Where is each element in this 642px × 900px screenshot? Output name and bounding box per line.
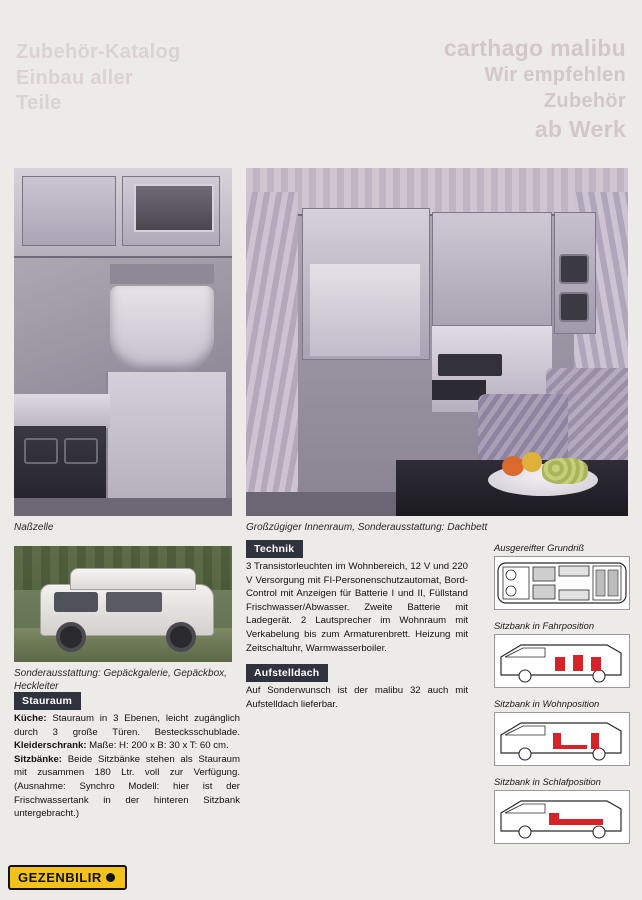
watermark-badge bbox=[8, 865, 127, 890]
stauraum-label-kleiderschrank: Kleiderschrank: bbox=[14, 740, 87, 752]
diagram-title-seat-drive: Sitzbank in Fahrposition bbox=[494, 620, 595, 631]
section-tag-technik: Technik bbox=[246, 540, 303, 558]
section-tag-stauraum: Stauraum bbox=[14, 692, 81, 710]
caption-washroom: Naßzelle bbox=[14, 522, 54, 533]
photo-exterior bbox=[14, 546, 232, 662]
watermark-dot-icon bbox=[106, 873, 115, 882]
diagram-title-seat-sleep: Sitzbank in Schlafposition bbox=[494, 776, 601, 787]
diagram-title-floorplan: Ausgereifter Grundriß bbox=[494, 542, 585, 553]
text-aufstelldach: Auf Sonderwunsch ist der malibu 32 auch mit Aufstelldach lieferbar. bbox=[246, 685, 468, 710]
diagram-floorplan bbox=[494, 556, 630, 610]
watermark-label: GEZENBILIR bbox=[18, 870, 102, 885]
stauraum-text-kueche: Stauraum in 3 Ebenen, leicht zugänglich durch 3 große Türen. Bestecksschublade. bbox=[14, 713, 240, 738]
diagram-seat-sleep bbox=[494, 790, 630, 844]
photo-interior bbox=[246, 168, 628, 516]
caption-interior: Großzügiger Innenraum, Sonderausstattung: Dachbett bbox=[246, 522, 488, 533]
caption-exterior: Sonderausstattung: Gepäckgalerie, Gepäckbox, Heckleiter bbox=[14, 668, 227, 692]
stauraum-text-kleiderschrank: Maße: H: 200 x B: 30 x T: 60 cm. bbox=[86, 740, 229, 752]
diagram-seat-drive bbox=[494, 634, 630, 688]
ghost-text-right: carthago malibu Wir empfehlen Zubehör ab Werk bbox=[443, 35, 626, 142]
text-stauraum bbox=[14, 712, 240, 821]
section-tag-aufstelldach: Aufstelldach bbox=[246, 664, 328, 682]
diagram-seat-living bbox=[494, 712, 630, 766]
stauraum-label-kueche: Küche: bbox=[14, 713, 47, 724]
stauraum-text-sitzbaenke: Beide Sitzbänke stehen als Stauraum mit zusammen 180 Ltr. voll zur Verfügung. (Ausnahme: Synchro Modell: hier ist der Frischwassertank in der hinteren Sitzbank untergebracht.) bbox=[14, 753, 240, 820]
photo-washroom bbox=[14, 168, 232, 516]
stauraum-label-sitzbaenke: Sitzbänke: bbox=[14, 753, 62, 765]
ghost-text-left: Zubehör-Katalog Einbau aller Teile bbox=[16, 41, 181, 115]
text-technik: 3 Transistorleuchten im Wohnbereich, 12 V und 220 V Versorgung mit FI-Personenschutzautomat, Bord-Control mit Anzeigen für Batterie I und II, Füllstand Frischwasser/Abwasser. Zweite Batterie mit Ladegerät. 2 Lautsprecher im Wohnraum mit Verkabelung bis zum Armaturenbrett. Heizung mit Zeitschaltuhr, Warmwasserboiler. bbox=[246, 561, 468, 654]
diagram-title-seat-living: Sitzbank in Wohnposition bbox=[494, 698, 600, 709]
